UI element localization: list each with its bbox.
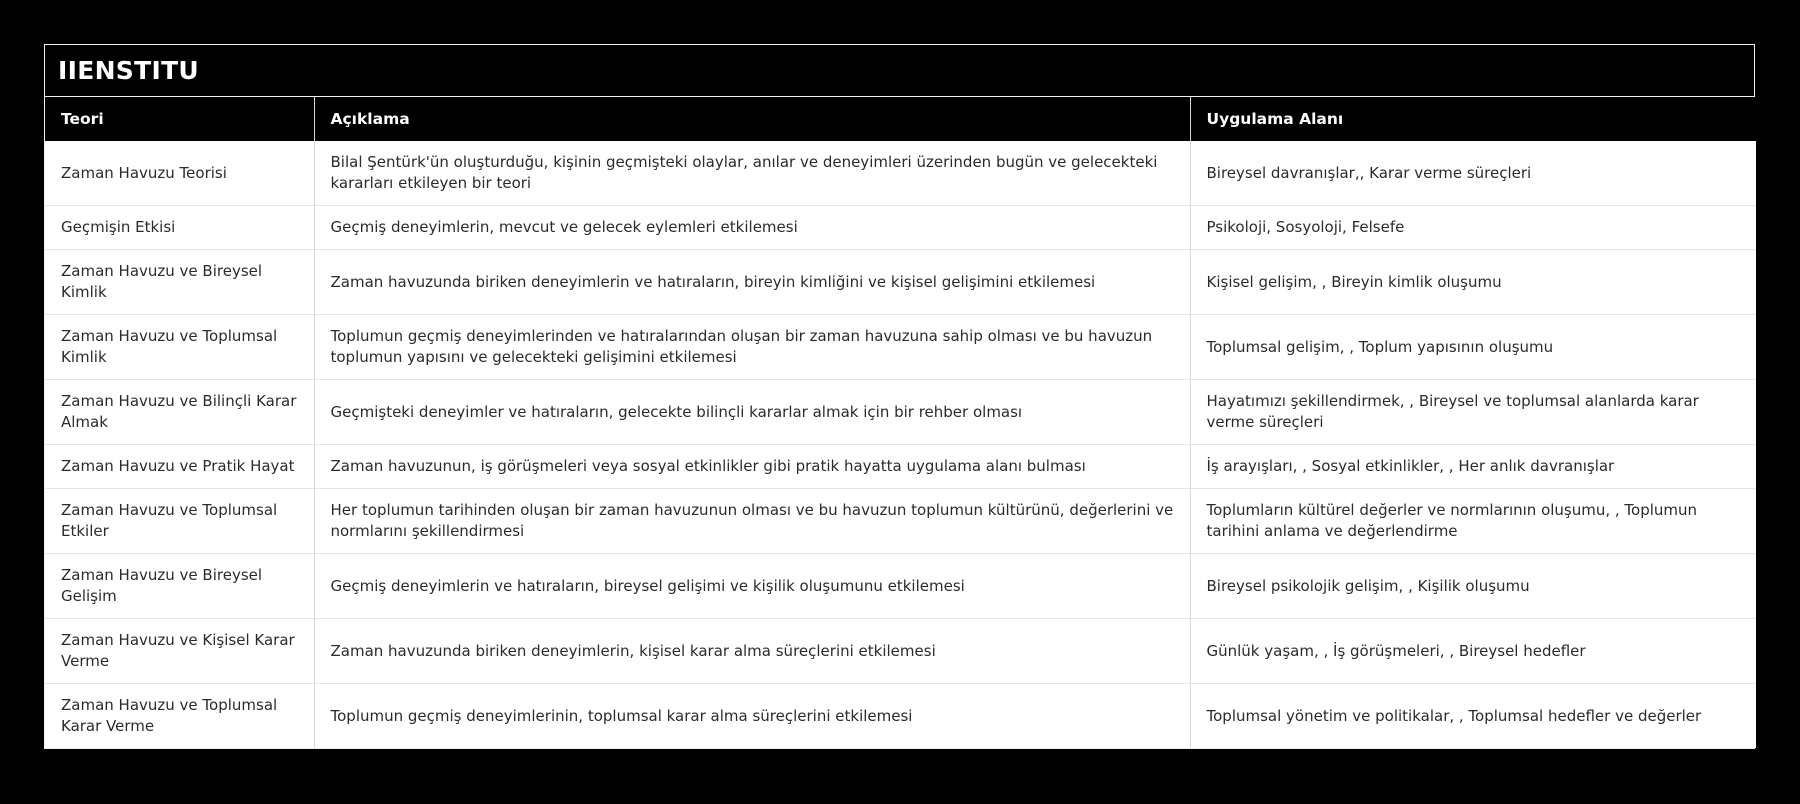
- column-header-uygulama-alani: Uygulama Alanı: [1190, 97, 1756, 141]
- teori-cell: Zaman Havuzu ve Toplumsal Kimlik: [45, 315, 314, 380]
- uygulama-cell: Toplumsal gelişim, , Toplum yapısının oluşumu: [1190, 315, 1756, 380]
- table-row: [45, 315, 1756, 380]
- aciklama-cell: Geçmiş deneyimlerin, mevcut ve gelecek eylemleri etkilemesi: [314, 206, 1190, 250]
- aciklama-cell: Zaman havuzunda biriken deneyimlerin, kişisel karar alma süreçlerini etkilemesi: [314, 619, 1190, 684]
- teori-cell: Zaman Havuzu ve Toplumsal Karar Verme: [45, 684, 314, 749]
- table-row: [45, 380, 1756, 445]
- uygulama-cell: Kişisel gelişim, , Bireyin kimlik oluşumu: [1190, 250, 1756, 315]
- aciklama-cell: Zaman havuzunun, iş görüşmeleri veya sosyal etkinlikler gibi pratik hayatta uygulama alanı bulması: [314, 445, 1190, 489]
- teori-cell: Zaman Havuzu ve Kişisel Karar Verme: [45, 619, 314, 684]
- brand-title: IIENSTITU: [58, 56, 200, 85]
- aciklama-cell: Geçmiş deneyimlerin ve hatıraların, bireysel gelişimi ve kişilik oluşumunu etkilemesi: [314, 554, 1190, 619]
- table-row: [45, 684, 1756, 749]
- aciklama-cell: Toplumun geçmiş deneyimlerinin, toplumsal karar alma süreçlerini etkilemesi: [314, 684, 1190, 749]
- teori-cell: Zaman Havuzu ve Toplumsal Etkiler: [45, 489, 314, 554]
- aciklama-cell: Bilal Şentürk'ün oluşturduğu, kişinin geçmişteki olaylar, anılar ve deneyimleri üzerinden bugün ve gelecekteki kararları etkileyen bir teori: [314, 141, 1190, 206]
- table-row: [45, 489, 1756, 554]
- uygulama-cell: Psikoloji, Sosyoloji, Felsefe: [1190, 206, 1756, 250]
- uygulama-cell: Günlük yaşam, , İş görüşmeleri, , Bireysel hedefler: [1190, 619, 1756, 684]
- table-body: [45, 141, 1756, 748]
- aciklama-cell: Toplumun geçmiş deneyimlerinden ve hatıralarından oluşan bir zaman havuzuna sahip olması ve bu havuzun toplumun yapısını ve gelecekteki gelişimini etkilemesi: [314, 315, 1190, 380]
- uygulama-cell: Bireysel psikolojik gelişim, , Kişilik oluşumu: [1190, 554, 1756, 619]
- teori-cell: Zaman Havuzu ve Bireysel Gelişim: [45, 554, 314, 619]
- column-header-aciklama: Açıklama: [314, 97, 1190, 141]
- aciklama-cell: Her toplumun tarihinden oluşan bir zaman havuzunun olması ve bu havuzun toplumun kültürünü, değerlerini ve normlarını şekillendirmesi: [314, 489, 1190, 554]
- uygulama-cell: Toplumların kültürel değerler ve normlarının oluşumu, , Toplumun tarihini anlama ve değerlendirme: [1190, 489, 1756, 554]
- theories-table: [45, 97, 1756, 748]
- content-card: [44, 44, 1755, 749]
- teori-cell: Zaman Havuzu Teorisi: [45, 141, 314, 206]
- teori-cell: Geçmişin Etkisi: [45, 206, 314, 250]
- teori-cell: Zaman Havuzu ve Bilinçli Karar Almak: [45, 380, 314, 445]
- uygulama-cell: Hayatımızı şekillendirmek, , Bireysel ve toplumsal alanlarda karar verme süreçleri: [1190, 380, 1756, 445]
- aciklama-cell: Geçmişteki deneyimler ve hatıraların, gelecekte bilinçli kararlar almak için bir rehber olması: [314, 380, 1190, 445]
- column-header-teori: Teori: [45, 97, 314, 141]
- table-header: [45, 97, 1756, 141]
- uygulama-cell: Toplumsal yönetim ve politikalar, , Toplumsal hedefler ve değerler: [1190, 684, 1756, 749]
- table-row: [45, 554, 1756, 619]
- table-row: [45, 206, 1756, 250]
- table-row: [45, 250, 1756, 315]
- table-row: [45, 445, 1756, 489]
- teori-cell: Zaman Havuzu ve Pratik Hayat: [45, 445, 314, 489]
- uygulama-cell: Bireysel davranışlar,, Karar verme süreçleri: [1190, 141, 1756, 206]
- aciklama-cell: Zaman havuzunda biriken deneyimlerin ve hatıraların, bireyin kimliğini ve kişisel gelişimini etkilemesi: [314, 250, 1190, 315]
- table-row: [45, 141, 1756, 206]
- teori-cell: Zaman Havuzu ve Bireysel Kimlik: [45, 250, 314, 315]
- uygulama-cell: İş arayışları, , Sosyal etkinlikler, , Her anlık davranışlar: [1190, 445, 1756, 489]
- header-row: [45, 97, 1756, 141]
- card-header: [45, 45, 1754, 97]
- table-row: [45, 619, 1756, 684]
